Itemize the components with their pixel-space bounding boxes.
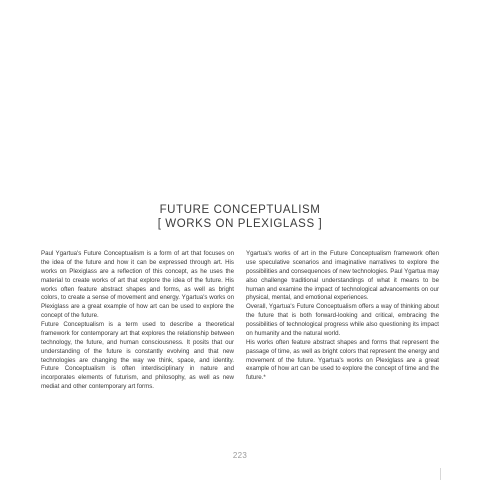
page-number: 223 xyxy=(232,451,248,460)
text-column-right xyxy=(246,250,439,383)
paragraph: Ygartua's works of art in the Future Conceptualism framework often use speculative scenarios and imaginative narratives to explore the possibilities and consequences of new technologies. Paul Ygartua may also challenge traditional understandings of what it means to be human and examine the impact of technological advancements on our physical, mental, and emotional experiences. xyxy=(246,250,439,302)
paragraph: Future Conceptualism is a term used to describe a theoretical framework for contemporary art that explores the relationship between technology, the future, and human consciousness. It posits that our understanding of the future is constantly evolving and that new technologies are changing the way we think, space, and identity. Future Conceptualism is often interdisciplinary in nature and incorporates elements of futurism, and philosophy, as well as new mediat and other contemporary art forms. xyxy=(41,321,234,391)
paragraph: Overall, Ygartua's Future Conceptualism offers a way of thinking about the future that is both forward-looking and critical, embracing the possibilities of technological progress while also questioning its impact on humanity and the natural world. xyxy=(246,303,439,337)
section-title: FUTURE CONCEPTUALISM xyxy=(159,204,321,216)
section-header xyxy=(0,203,480,231)
paragraph: Paul Ygartua's Future Conceptualism is a form of art that focuses on the idea of the future and how it can be expressed through art. His works on Plexiglass are a reflection of this concept, as he uses the material to create works of art that explore the idea of the future. His works often feature abstract shapes and forms, as well as bright colors, to create a sense of movement and energy. Ygartua's works on Plexiglass are a great example of how art can be used to explore the concept of the future. xyxy=(41,250,234,320)
paragraph: His works often feature abstract shapes and forms that represent the passage of time, as well as bright colors that represent the energy and movement of the future. Ygartua's works on Plexiglass are a great example of how art can be used to explore the concept of time and the future.* xyxy=(246,338,439,382)
text-column-left xyxy=(41,250,234,392)
section-subtitle: [ WORKS ON PLEXIGLASS ] xyxy=(157,218,323,230)
divider xyxy=(440,468,441,480)
